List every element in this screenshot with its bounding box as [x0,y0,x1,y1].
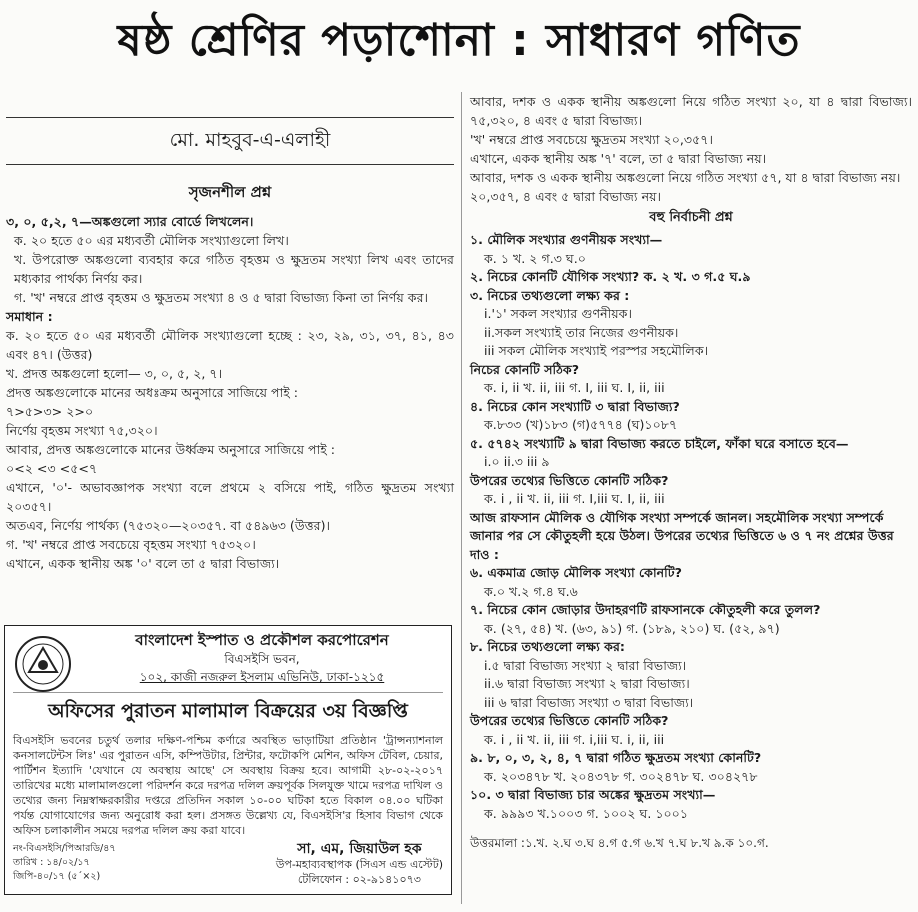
mcq-question: উপরের তথ্যের ভিত্তিতে কোনটি সঠিক? [470,472,669,488]
mcq-option: ক.৮৩৩ (খ)১৮৩ (গ)৫৭৭৪ (ঘ)১০৮৭ [484,417,678,432]
ad-title: অফিসের পুরাতন মালামাল বিক্রয়ের ৩য় বিজ্ঞপ্তি [13,692,443,729]
column-divider [461,92,462,904]
solution-line: এখানে, '০'- অভাবজ্ঞাপক সংখ্যা বলে প্রথমে ২ বসিয়ে পাই, গঠিত ক্ষুদ্রতম সংখ্যা ২০৩৫৭। [6,480,454,514]
continued-line: আবার, দশক ও একক স্থানীয় অঙ্কগুলো নিয়ে গঠিত সংখ্যা ৫৭, যা ৪ দ্বারা বিভাজ্য নয়। [470,170,901,185]
mcq-option: ক.০ খ.২ গ.৪ ঘ.৬ [484,583,578,599]
mcq-option: ক. (২৭, ৫৪) খ. (৬৩, ৯১) গ. (১৮৯, ২১০) ঘ. (৫২, ৯৭) [484,620,780,636]
mcq-question: ৬. একমাত্র জোড় মৌলিক সংখ্যা কোনটি? [470,565,682,580]
answer-key: উত্তরমালা :১.খ. ২.ঘ ৩.ঘ ৪.গ ৫.গ ৬.খ ৭.ঘ ৮.খ ৯.ক ১০.গ. [470,836,769,850]
mcq-option: ক. i , ii খ. ii, iii গ. i,iii ঘ. i, ii, iii [484,731,665,747]
mcq-list [470,231,912,823]
mcq-option: ক. ৯৯৯৩ খ.১০০৩ গ. ১০০২ ঘ. ১০০১ [484,805,689,821]
question-stem: ৩, ০, ৫,২, ৭—অঙ্কগুলো স্যার বোর্ডে লিখলেন। [6,214,254,229]
solution-line: আবার, প্রদত্ত অঙ্কগুলোকে মানের উর্ধ্বক্রম অনুসারে সাজিয়ে পাই : [6,442,336,457]
ad-date: তারিখ : ১৪/০২/১৭ [13,857,90,868]
solution-line: অতএব, নির্ণেয় পার্থক্য (৭৫৩২০—২০৩৫৭. বা ৫৪৯৬৩ (উত্তর)। [6,518,330,533]
tender-advertisement [4,625,452,895]
mcq-option: i.৫ দ্বারা বিভাজ্য সংখ্যা ২ দ্বারা বিভাজ্য। [484,657,687,673]
mcq-option: ii.৬ দ্বারা বিভাজ্য সংখ্যা ২ দ্বারা বিভাজ্য। [484,676,690,691]
ad-designation: উপ-মহাব্যবস্থাপক (সিএস এন্ড এস্টেট) [275,858,443,871]
solution-line: গ. 'খ' নম্বরে প্রাপ্ত সবচেয়ে বৃহত্তম সংখ্যা ৭৫৩২০। [6,537,256,552]
ad-body: বিএসইসি ভবনের চতুর্থ তলার দক্ষিণ-পশ্চিম কর্ণারে অবস্থিত ভাড়াটিয়া প্রতিষ্ঠান 'ট্রান্সন্যাশনাল কনসালটেন্টস লিঃ' এর পুরাতন এসি, কম্পিউটার, প্রিন্টার, ফটোকপি মেশিন, অফিস টেবিল, চেয়ার, পার্টিশন ইত্যাদি 'যেখানে যে অবস্থায় আছে' সে অবস্থায় বিক্রয় হবে। আগামী ২৮-০২-২০১৭ তারিখের মধ্যে মালামালগুলো পরিদর্শন করে দরপত্র দলিল ক্রয়পূর্বক সিলযুক্ত খামে দরপত্র দাখিল ও তথ্যের জন্য নিম্নস্বাক্ষরকারীর দপ্তরে প্রতিদিন সকাল ১০-০০ ঘটিকা হতে বিকাল ০৪.০০ ঘটিকা পর্যন্ত যোগাযোগের জন্য অনুরোধ করা হল। প্রসঙ্গত উল্লেখ্য যে, বিএসইসি'র হিসাব বিভাগ থেকে অফিস চলাকালীন সময়ে দরপত্র দলিল ক্রয় করা যাবে। [13,734,443,837]
mcq-question: ৫. ৫৭৪২ সংখ্যাটি ৯ দ্বারা বিভাজ্য করতে চাইলে, ফাঁকা ঘরে বসাতে হবে— [470,435,849,451]
mcq-heading: বহু নির্বাচনী প্রশ্ন [649,210,733,225]
mcq-question: ৪. নিচের কোন সংখ্যাটি ৩ দ্বারা বিভাজ্য? [470,398,680,414]
ad-footer [13,842,443,887]
question-ka: ক. ২০ হতে ৫০ এর মধ্যবর্তী মৌলিক সংখ্যাগুলো লিখ। [14,233,289,248]
mcq-question: ৩. নিচের তথ্যগুলো লক্ষ্য কর : [470,287,630,303]
mcq-option: ii.সকল সংখ্যাই তার নিজের গুণনীয়ক। [484,324,679,340]
continued-line: 'খ' নম্বরে প্রাপ্ত সবচেয়ে ক্ষুদ্রতম সংখ্যা ২০,৩৫৭। [470,132,713,147]
mcq-option: ক. ১ খ. ২ গ.৩ ঘ.০ [484,250,586,266]
question-ga: গ. 'খ' নম্বরে প্রাপ্ত বৃহত্তম ও ক্ষুদ্রতম সংখ্যা ৪ ও ৫ দ্বারা বিভাজ্য কিনা তা নির্ণয় কর। [14,290,429,305]
mcq-option: iii ৬ দ্বারা বিভাজ্য সংখ্যা ৩ দ্বারা বিভাজ্য। [484,694,694,710]
mcq-question: ৯. ৮, ০, ৩, ২, ৪, ৭ দ্বারা গঠিত ক্ষুদ্রতম সংখ্যা কোনটি? [470,750,762,765]
ad-dfp: জিপি-৪০/১৭ (৫´×২) [13,871,101,882]
rule [6,164,454,165]
mcq-option: i.'১' সকল সংখ্যার গুণনীয়ক। [484,306,633,321]
solution-line: ক. ২০ হতে ৫০ এর মধ্যবর্তী মৌলিক সংখ্যাগুলো হচ্ছে : ২৩, ২৯, ৩১, ৩৭, ৪১, ৪৩ এবং ৪৭। (উত্তর) [6,328,454,362]
page-title: ষষ্ঠ শ্রেণির পড়াশোনা : সাধারণ গণিত [117,14,801,66]
mcq-question: নিচের কোনটি সঠিক? [470,361,579,377]
continued-line: আবার, দশক ও একক স্থানীয় অঙ্কগুলো নিয়ে গঠিত সংখ্যা ২০, যা ৪ দ্বারা বিভাজ্য। ৭৫,৩২০, ৪ এবং ৫ দ্বারা বিভাজ্য। [470,94,912,128]
solution-line: এখানে, একক স্থানীয় অঙ্ক '০' বলে তা ৫ দ্বারা বিভাজ্য। [6,556,280,571]
mcq-option: ক. i , ii খ. ii, iii গ. I,iii ঘ. I, ii, iii [484,491,665,506]
author-name: মো. মাহবুব-এ-এলাহী [169,129,331,151]
mcq-question: ২. নিচের কোনটি যৌগিক সংখ্যা? ক. ২ খ. ৩ গ.৫ ঘ.৯ [470,269,751,284]
solution-line: নির্ণেয় বৃহত্তম সংখ্যা ৭৫,৩২০। [6,423,158,438]
ad-organization: বাংলাদেশ ইস্পাত ও প্রকৌশল করপোরেশন [135,631,389,649]
ad-reference [13,842,116,887]
creative-heading: সৃজনশীল প্রশ্ন [188,183,272,201]
mcq-question: ৭. নিচের কোন জোড়ার উদাহরণটি রাফসানকে কৌতুহলী করে তুলল? [470,602,821,617]
mcq-question: আজ রাফসান মৌলিক ও যৌগিক সংখ্যা সম্পর্কে জানল। সহমৌলিক সংখ্যা সম্পর্কে জানার পর সে কৌতুহলী হয়ে উঠল। উপরের তথ্যের ভিত্তিতে ৬ ও ৭ নং প্রশ্নের উত্তর দাও : [470,509,894,562]
rule [6,117,454,118]
ad-signature-block [276,842,443,887]
ad-signatory: সা, এম, জিয়াউল হক [297,841,422,857]
solution-line: খ. প্রদত্ত অঙ্কগুলো হলো— ৩, ০, ৫, ২, ৭। [6,366,223,381]
question-kha: খ. উপরোক্ত অঙ্কগুলো ব্যবহার করে গঠিত বৃহত্তম ও ক্ষুদ্রতম সংখ্যা লিখ এবং তাদের মধ্যকার পার্থক্য নির্ণয় কর। [14,252,454,286]
continued-line: ২০,৩৫৭, ৪ এবং ৫ দ্বারা বিভাজ্য নয়। [470,189,662,204]
mcq-option: ক. ২০৩৪৭৮ খ. ২০৪৩৭৮ গ. ৩০২৪৭৮ ঘ. ৩০৪২৭৮ [484,768,758,784]
continued-line: এখানে, একক স্থানীয় অঙ্ক '৭' বলে, তা ৫ দ্বারা বিভাজ্য নয়। [470,151,767,166]
mcq-question: উপরের তথ্যের ভিত্তিতে কোনটি সঠিক? [470,713,669,728]
left-column [6,92,454,573]
mcq-question: ১. মৌলিক সংখ্যার গুণনীয়ক সংখ্যা— [470,232,663,247]
mcq-option: i.০ ii.৩ iii ৯ [484,454,550,469]
bsec-logo-icon [13,634,73,694]
solution-line: ০<২ <৩ <৫<৭ [6,461,98,476]
ad-phone: টেলিফোন : ০২-৯১৪১০৭৩ [297,873,421,886]
mcq-option: iii সকল মৌলিক সংখ্যাই পরস্পর সহমৌলিক। [484,343,709,358]
mcq-question: ১০. ৩ দ্বারা বিভাজ্য চার অঙ্কের ক্ষুদ্রতম সংখ্যা— [470,787,716,802]
mcq-question: ৮. নিচের তথ্যগুলো লক্ষ্য কর: [470,639,625,654]
right-column [470,92,912,855]
ad-ref-no: নং-বিএসইসি/পিআরডি/৪৭ [13,843,116,854]
solution-line: প্রদত্ত অঙ্কগুলোকে মানের অধঃক্রম অনুসারে সাজিয়ে পাই : [6,385,299,400]
ad-building: বিএসইসি ভবন, [224,652,300,666]
solution-label: সমাধান : [6,309,53,324]
solution-line: ৭>৫>৩> ২>০ [6,404,94,419]
ad-address: ১০২, কাজী নজরুল ইসলাম এভিনিউ, ঢাকা-১২১৫ [139,670,385,684]
mcq-option: ক. i, ii খ. ii, iii গ. I, iii ঘ. I, ii, iii [484,380,665,395]
